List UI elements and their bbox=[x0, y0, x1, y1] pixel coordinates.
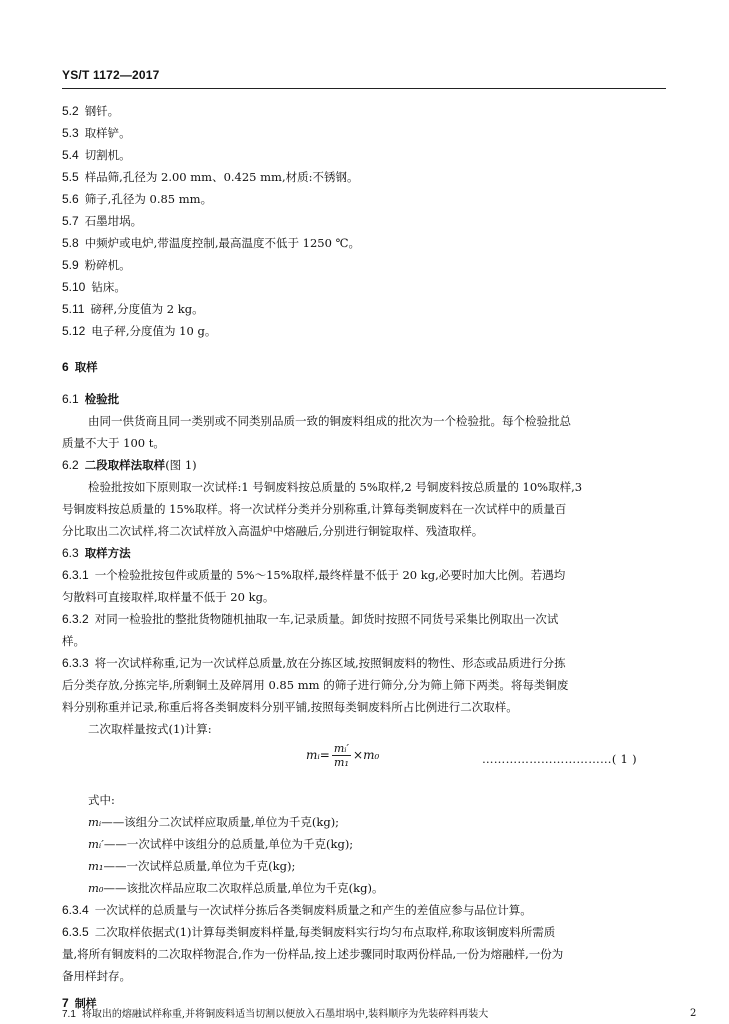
formula-numerator: mᵢ′ bbox=[333, 742, 350, 755]
clause-number: 5.10 bbox=[62, 280, 86, 294]
clause-number: 5.12 bbox=[62, 324, 86, 338]
clause-5-6 bbox=[62, 189, 212, 209]
clause-number: 6.1 bbox=[62, 392, 79, 406]
definition-text: ——该组分二次试样应取质量,单位为千克(kg); bbox=[101, 815, 340, 829]
clause-5-8 bbox=[62, 233, 360, 253]
formula-rhs: ×m₀ bbox=[353, 748, 380, 762]
symbol-definition bbox=[88, 834, 353, 854]
clause-text: 磅秤,分度值为 2 kg。 bbox=[90, 302, 204, 316]
symbol-definition bbox=[88, 856, 295, 876]
standard-code: YS/T 1172—2017 bbox=[62, 68, 160, 82]
clause-number: 6.3.4 bbox=[62, 903, 89, 917]
clause-text: 一次试样的总质量与一次试样分拣后各类铜废料质量之和产生的差值应参与品位计算。 bbox=[94, 903, 532, 917]
clause-5-2 bbox=[62, 101, 119, 121]
definition-text: ——一次试样中该组分的总质量,单位为千克(kg); bbox=[103, 837, 354, 851]
equation-number bbox=[482, 752, 637, 766]
clause-text: 样品筛,孔径为 2.00 mm、0.425 mm,材质:不锈钢。 bbox=[84, 170, 359, 184]
clause-number: 5.2 bbox=[62, 104, 79, 118]
clause-text: 切割机。 bbox=[84, 148, 131, 162]
clause-5-7 bbox=[62, 211, 142, 231]
header-rule bbox=[62, 88, 666, 89]
equation-label: ( 1 ) bbox=[611, 752, 637, 766]
symbol: mᵢ bbox=[88, 815, 102, 829]
clause-text: 粉碎机。 bbox=[84, 258, 131, 272]
clause-number: 5.5 bbox=[62, 170, 79, 184]
definition-text: ——一次试样总质量,单位为千克(kg); bbox=[103, 859, 296, 873]
clause-number: 5.4 bbox=[62, 148, 79, 162]
paragraph-line: 号铜废料按总质量的 15%取样。将一次试样分类并分别称重,计算每类铜废料在一次试样中的质量百 bbox=[62, 502, 567, 516]
formula-fraction bbox=[332, 742, 351, 769]
clause-5-12 bbox=[62, 321, 216, 341]
paragraph-line: 二次取样量按式(1)计算: bbox=[88, 722, 212, 736]
clause-text: 对同一检验批的整批货物随机抽取一车,记录质量。卸货时按照不同货号采集比例取出一次试 bbox=[94, 612, 559, 626]
clause-text: 钢钎。 bbox=[84, 104, 120, 118]
clause-number: 6.3.2 bbox=[62, 612, 89, 626]
clause-6-3-2 bbox=[62, 609, 558, 629]
paragraph-line: 分比取出二次试样,将二次试样放入高温炉中熔融后,分别进行铜锭取样、残渣取样。 bbox=[62, 524, 484, 538]
clause-number: 6.3.5 bbox=[62, 925, 89, 939]
clause-title: 取样方法 bbox=[84, 546, 131, 560]
clause-number: 6.2 bbox=[62, 458, 79, 472]
clause-title: 检验批 bbox=[84, 392, 120, 406]
clause-number: 5.7 bbox=[62, 214, 79, 228]
clause-text: 电子秤,分度值为 10 g。 bbox=[91, 324, 217, 338]
paragraph-line: 量,将所有铜废料的二次取样物混合,作为一份样品,按上述步骤同时取两份样品,一份为熔融样,一份为 bbox=[62, 947, 564, 961]
symbol-definition bbox=[88, 812, 339, 832]
clause-7-1 bbox=[62, 1008, 488, 1022]
clause-text: 中频炉或电炉,带温度控制,最高温度不低于 1250 ℃。 bbox=[84, 236, 360, 250]
paragraph-line: 后分类存放,分拣完毕,所剩铜土及碎屑用 0.85 mm 的筛子进行筛分,分为筛上筛下两类。将每类铜废 bbox=[62, 678, 569, 692]
where-label: 式中: bbox=[88, 793, 115, 807]
clause-title: 二段取样法取样 bbox=[84, 458, 166, 472]
definition-text: ——该批次样品应取二次取样总质量,单位为千克(kg)。 bbox=[103, 881, 384, 895]
clause-6-1 bbox=[62, 389, 119, 409]
clause-text: 取样铲。 bbox=[84, 126, 131, 140]
paragraph-line: 备用样封存。 bbox=[62, 969, 131, 983]
paragraph-line: 质量不大于 100 t。 bbox=[62, 436, 165, 450]
clause-text: 二次取样依据式(1)计算每类铜废料样量,每类铜废料实行均匀布点取样,称取该铜废料所需质 bbox=[94, 925, 556, 939]
equation-leader: …………………………… bbox=[482, 752, 612, 766]
symbol-definition bbox=[88, 878, 383, 898]
clause-6-3 bbox=[62, 543, 131, 563]
clause-6-3-1 bbox=[62, 565, 565, 585]
clause-number: 5.3 bbox=[62, 126, 79, 140]
clause-text: 一个检验批按包件或质量的 5%～15%取样,最终样量不低于 20 kg,必要时加大比例。若遇均 bbox=[94, 568, 566, 582]
clause-number: 6.3.1 bbox=[62, 568, 89, 582]
clause-6-3-5 bbox=[62, 922, 555, 942]
clause-5-9 bbox=[62, 255, 131, 275]
clause-6-3-4 bbox=[62, 900, 532, 920]
clause-text: 将取出的熔融试样称重,并将铜废料适当切割以便放入石墨坩埚中,装料顺序为先装碎料再装大 bbox=[81, 1009, 489, 1020]
paragraph-line: 样。 bbox=[62, 634, 85, 648]
symbol: m₀ bbox=[88, 881, 104, 895]
clause-5-3 bbox=[62, 123, 131, 143]
clause-number: 5.6 bbox=[62, 192, 79, 206]
clause-number: 6.3 bbox=[62, 546, 79, 560]
clause-5-4 bbox=[62, 145, 131, 165]
section-title: 取样 bbox=[74, 360, 98, 374]
section-number: 7 bbox=[62, 996, 69, 1010]
paragraph-line: 检验批按如下原则取一次试样:1 号铜废料按总质量的 5%取样,2 号铜废料按总质量的 10%取样,3 bbox=[88, 480, 583, 494]
clause-6-3-3 bbox=[62, 653, 566, 673]
clause-number: 5.11 bbox=[62, 302, 85, 316]
clause-number: 6.3.3 bbox=[62, 656, 89, 670]
clause-text: 筛子,孔径为 0.85 mm。 bbox=[84, 192, 213, 206]
formula-lhs: mᵢ= bbox=[306, 748, 330, 762]
clause-text: 石墨坩埚。 bbox=[84, 214, 143, 228]
clause-5-5 bbox=[62, 167, 359, 187]
paragraph-line: 料分别称重并记录,称重后将各类铜废料分别平铺,按照每类铜废料所占比例进行二次取样。 bbox=[62, 700, 518, 714]
section-number: 6 bbox=[62, 360, 69, 374]
paragraph-line: 由同一供货商且同一类别或不同类别品质一致的铜废料组成的批次为一个检验批。每个检验批总 bbox=[88, 414, 571, 428]
clause-text: 钻床。 bbox=[91, 280, 126, 294]
symbol: mᵢ′ bbox=[88, 837, 104, 851]
symbol: m₁ bbox=[88, 859, 104, 873]
section-heading-6 bbox=[62, 357, 98, 377]
clause-number: 7.1 bbox=[62, 1009, 76, 1020]
section-title: 制样 bbox=[74, 997, 97, 1010]
formula-denominator: m₁ bbox=[334, 756, 349, 769]
clause-text: 将一次试样称重,记为一次试样总质量,放在分拣区域,按照铜废料的物性、形态或品质进行分拣 bbox=[94, 656, 566, 670]
clause-number: 5.9 bbox=[62, 258, 79, 272]
page-number: 2 bbox=[690, 1008, 697, 1019]
figure-reference: (图 1) bbox=[165, 458, 197, 472]
clause-5-10 bbox=[62, 277, 126, 297]
clause-5-11 bbox=[62, 299, 204, 319]
clause-number: 5.8 bbox=[62, 236, 79, 250]
paragraph-line: 匀散料可直接取样,取样量不低于 20 kg。 bbox=[62, 590, 275, 604]
formula-1 bbox=[306, 742, 379, 769]
clause-6-2 bbox=[62, 455, 197, 475]
